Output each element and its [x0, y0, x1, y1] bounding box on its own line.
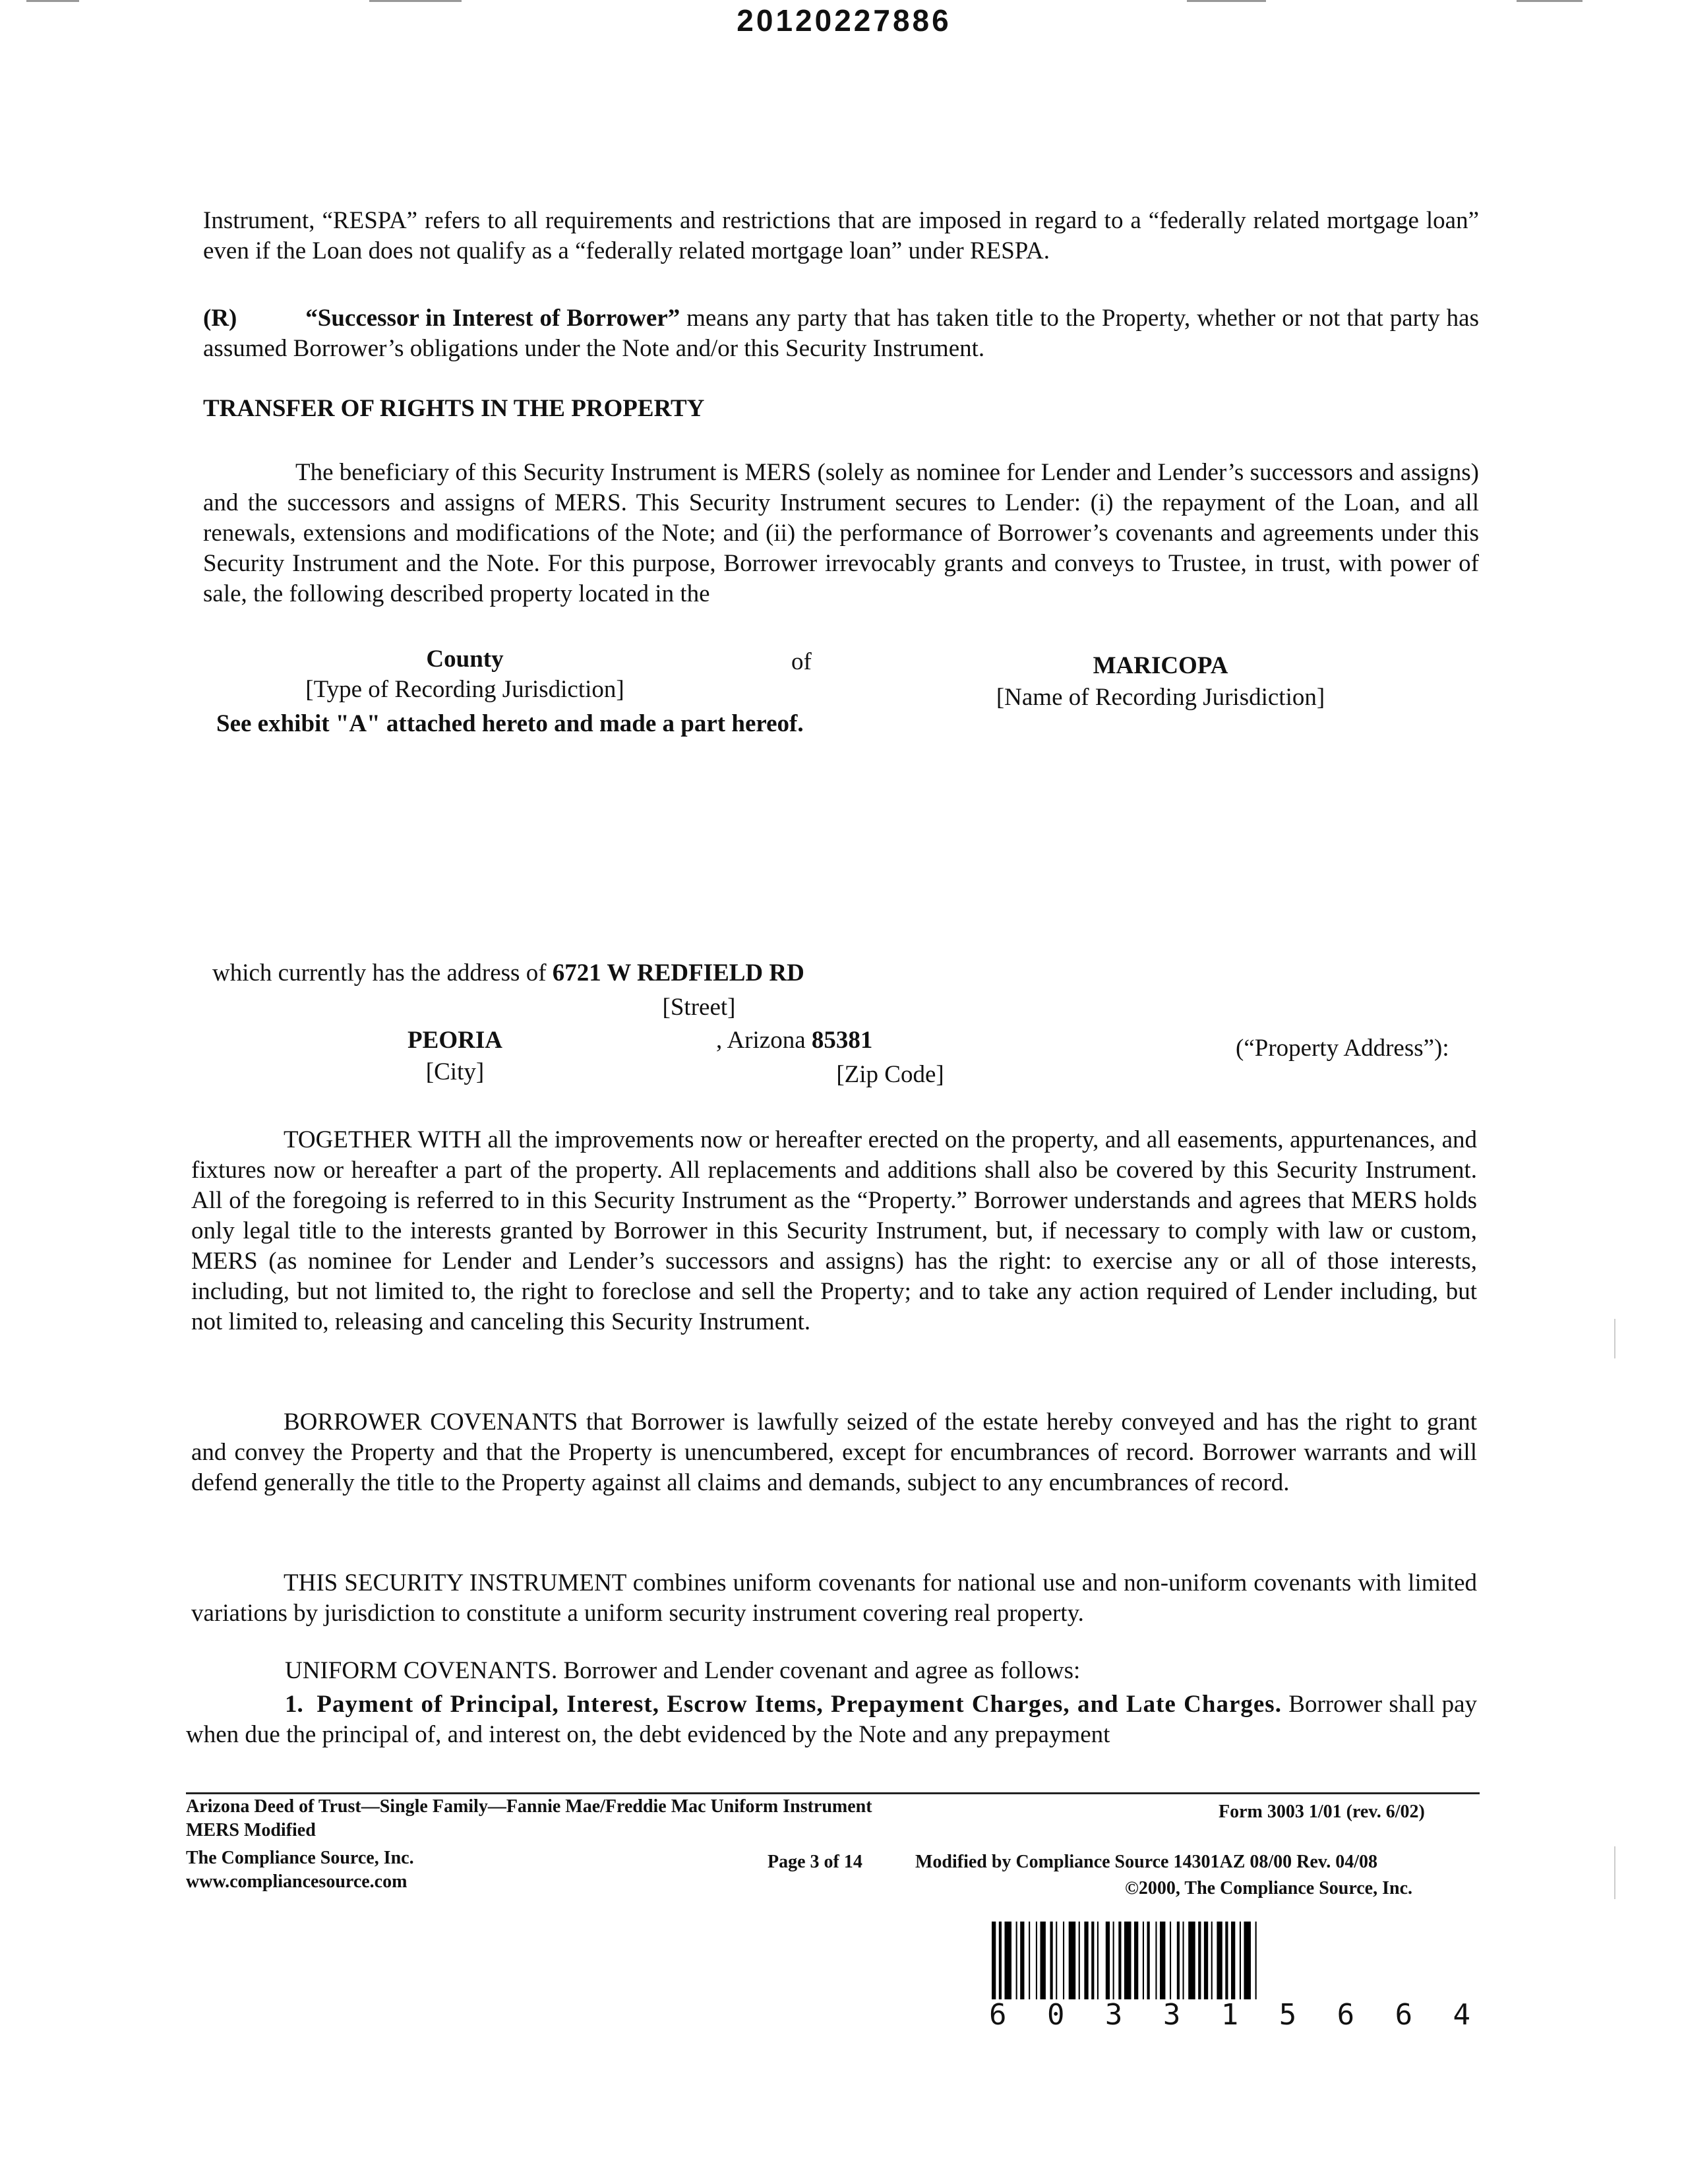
- barcode-bar: [1177, 1922, 1180, 1999]
- respa-paragraph: Instrument, “RESPA” refers to all requirements and restrictions that are imposed in regard to a “federally related mortgage loan” even if the Loan does not qualify as a “federally related mortgage loan” under RESPA.: [203, 207, 1479, 264]
- barcode-bar: [1188, 1922, 1195, 1999]
- state-zip: [716, 1026, 872, 1054]
- barcode-bar: [999, 1922, 1002, 1999]
- jurisdiction-type-caption: [Type of Recording Jurisdiction]: [305, 676, 624, 703]
- barcode-bar: [1183, 1922, 1184, 1999]
- footer-page-label: Page 3 of 14: [768, 1852, 862, 1872]
- barcode-digit: 3: [1162, 1998, 1181, 2032]
- successor-term: “Successor in Interest of Borrower”: [305, 305, 680, 332]
- successor-paragraph: [203, 303, 1479, 364]
- successor-label: (R): [203, 305, 237, 332]
- barcode-bar: [1106, 1922, 1110, 1999]
- barcode-bar: [1217, 1922, 1222, 1999]
- barcode-digit: 6: [1337, 1998, 1355, 2032]
- barcode-bar: [1063, 1922, 1064, 1999]
- footer-website: www.compliancesource.com: [186, 1871, 407, 1892]
- barcode-bar: [1160, 1922, 1165, 1999]
- barcode-bar: [1118, 1922, 1121, 1999]
- covenant-item-1: [186, 1689, 1477, 1750]
- transfer-text: The beneficiary of this Security Instrument is MERS (solely as nominee for Lender and Lender’s successors and assigns) and the successors and assigns of MERS. This Security Instrument secures to Lender: (i) the repayment of the Loan, and all renewals, extensions and modifications of the Note; and (ii) the performance of Borrower’s covenants and agreements under this Security Instrument and the Note. For this purpose, Borrower irrevocably grants and conveys to Trustee, in trust, with power of sale, the following described property located in the: [203, 459, 1479, 607]
- exhibit-note: See exhibit "A" attached hereto and made a part hereof.: [216, 710, 804, 737]
- barcode-bar: [1056, 1922, 1057, 1999]
- barcode-bar: [1097, 1922, 1099, 1999]
- jurisdiction-of-word: of: [791, 648, 812, 675]
- barcode-bar: [1124, 1922, 1131, 1999]
- barcode: [989, 1919, 1470, 2003]
- footer-mers-modified: MERS Modified: [186, 1820, 316, 1840]
- barcode-digit: 5: [1279, 1998, 1297, 2032]
- scan-artifact: [1187, 0, 1266, 2]
- barcode-bar: [1240, 1922, 1241, 1999]
- barcode-bar: [1231, 1922, 1235, 1999]
- together-with-text: TOGETHER WITH all the improvements now or hereafter erected on the property, and all easements, appurtenances, and fixtures now or hereafter a part of the property. All replacements and additions shall also be covered by this Security Instrument. All of the foregoing is referred to in this Security Instrument as the “Property.” Borrower understands and agrees that MERS holds only legal title to the interests granted by Borrower in this Security Instrument, but, if necessary to comply with law or custom, MERS (as nominee for Lender and Lender’s successors and assigns) has the right: to exercise any or all of those interests, including, but not limited to, the right to foreclose and sell the Property; and to take any action required of Lender including, but not limited to, releasing and canceling this Security Instrument.: [191, 1126, 1477, 1335]
- borrower-covenants-paragraph: [191, 1407, 1477, 1498]
- barcode-bar: [1225, 1922, 1228, 1999]
- barcode-bar: [1069, 1922, 1076, 1999]
- barcode-bar: [1005, 1922, 1012, 1999]
- barcode-bar: [1255, 1922, 1257, 1999]
- barcode-bar: [1170, 1922, 1171, 1999]
- security-instrument-text: THIS SECURITY INSTRUMENT combines uniform covenants for national use and non-uniform covenants with limited variations by jurisdiction to constitute a uniform security instrument covering real property.: [191, 1569, 1477, 1627]
- barcode-bar: [1091, 1922, 1094, 1999]
- barcode-digit: 6: [989, 1998, 1007, 2032]
- jurisdiction-type-value: County: [426, 646, 504, 673]
- footer-copyright: ©2000, The Compliance Source, Inc.: [1125, 1878, 1413, 1898]
- zip-value: 85381: [811, 1027, 873, 1054]
- document-number: 20120227886: [737, 3, 951, 38]
- barcode-bar: [1198, 1922, 1201, 1999]
- barcode-bar: [1244, 1922, 1251, 1999]
- barcode-bar: [1147, 1922, 1150, 1999]
- scan-artifact: [1614, 1319, 1615, 1358]
- barcode-digit: 3: [1104, 1998, 1123, 2032]
- security-instrument-paragraph: [191, 1568, 1477, 1629]
- zip-caption: [Zip Code]: [836, 1061, 944, 1088]
- barcode-digits: [989, 1998, 1470, 2032]
- barcode-digit: 6: [1395, 1998, 1413, 2032]
- street-value: 6721 W REDFIELD RD: [552, 959, 804, 986]
- barcode-bar: [1020, 1922, 1024, 1999]
- footer-modified-by: Modified by Compliance Source 14301AZ 08/00 Rev. 04/08: [915, 1852, 1378, 1872]
- footer-divider: [186, 1792, 1480, 1794]
- city-caption: [City]: [425, 1058, 485, 1085]
- street-caption: [Street]: [662, 994, 736, 1021]
- successor-text: means any party that has taken title to the Property, whether or not that party has assumed Borrower’s obligations under the Note and/or this Security Instrument.: [203, 305, 1479, 362]
- barcode-bar: [1040, 1922, 1046, 1999]
- barcode-bar: [1016, 1922, 1017, 1999]
- scan-artifact: [369, 0, 462, 2]
- scan-artifact: [26, 0, 79, 2]
- item1-text: Borrower shall pay when due the principal of, and interest on, the debt evidenced by the Note and any prepayment: [186, 1691, 1478, 1748]
- jurisdiction-name-value: MARICOPA: [1093, 652, 1228, 679]
- barcode-bar: [1143, 1922, 1144, 1999]
- barcode-bar: [1204, 1922, 1208, 1999]
- together-with-paragraph: [191, 1125, 1477, 1337]
- jurisdiction-name-caption: [Name of Recording Jurisdiction]: [996, 684, 1325, 711]
- item1-title: Payment of Principal, Interest, Escrow Items, Prepayment Charges, and Late Charges.: [316, 1691, 1282, 1718]
- barcode-bar: [1036, 1922, 1037, 1999]
- barcode-digit: 0: [1046, 1998, 1065, 2032]
- footer-form-number: Form 3003 1/01 (rev. 6/02): [1219, 1802, 1425, 1822]
- barcode-bar: [1155, 1922, 1157, 1999]
- transfer-heading: TRANSFER OF RIGHTS IN THE PROPERTY: [203, 395, 705, 422]
- footer-form-title: Arizona Deed of Trust—Single Family—Fannie Mae/Freddie Mac Uniform Instrument: [186, 1796, 872, 1817]
- barcode-digit: 4: [1453, 1998, 1470, 2032]
- barcode-bar: [992, 1922, 996, 1999]
- barcode-bar: [1029, 1922, 1030, 1999]
- scan-artifact: [1614, 1846, 1615, 1899]
- city-value: PEORIA: [407, 1027, 502, 1054]
- item1-number: 1.: [285, 1691, 303, 1718]
- barcode-bar: [1050, 1922, 1053, 1999]
- footer-company: The Compliance Source, Inc.: [186, 1848, 414, 1868]
- address-lead-in-text: which currently has the address of: [212, 959, 547, 986]
- address-lead-in: [212, 959, 804, 987]
- barcode-bar: [1113, 1922, 1114, 1999]
- scan-artifact: [1517, 0, 1582, 2]
- barcode-digit: 1: [1221, 1998, 1239, 2032]
- barcode-bar: [1084, 1922, 1088, 1999]
- state-text: , Arizona: [716, 1027, 806, 1054]
- barcode-bar: [1134, 1922, 1138, 1999]
- barcode-bar: [1079, 1922, 1080, 1999]
- borrower-covenants-text: BORROWER COVENANTS that Borrower is lawfully seized of the estate hereby conveyed and has the right to grant and convey the Property and that the Property is unencumbered, except for encumbrances of record. Borrower warrants and will defend generally the title to the Property against all claims and demands, subject to any encumbrances of record.: [191, 1409, 1477, 1496]
- property-address-label: (“Property Address”):: [1236, 1035, 1449, 1062]
- uniform-covenants-intro: UNIFORM COVENANTS. Borrower and Lender covenant and agree as follows:: [285, 1657, 1081, 1684]
- barcode-bar: [1211, 1922, 1213, 1999]
- transfer-paragraph: [203, 458, 1479, 609]
